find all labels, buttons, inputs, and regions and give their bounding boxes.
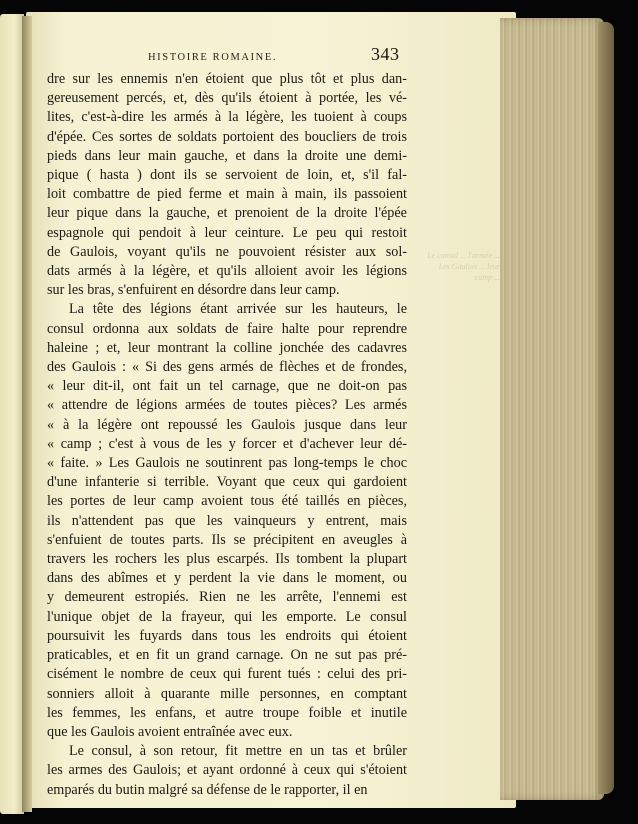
- text-line: s'enfuient de toutes parts. Ils se précipitent en aveugles à: [47, 531, 407, 548]
- book-fore-edge-shadow: [598, 22, 614, 794]
- running-head: HISTOIRE ROMAINE.: [148, 52, 278, 63]
- text-line: poursuivit les fuyards dans tous les endroits qui étoient: [47, 627, 407, 644]
- paragraph: [47, 70, 407, 300]
- text-line: ils n'attendent pas que les vainqueurs y entrent, mais: [47, 512, 407, 529]
- book-fore-edge: [500, 18, 604, 800]
- text-line: de Gaulois, voyant qu'ils ne pouvoient résister aux sol-: [47, 243, 407, 260]
- text-line: Le consul, à son retour, fit mettre en un tas et brûler: [69, 743, 407, 760]
- text-line: d'une infanterie si terrible. Voyant que ceux qui gardoient: [47, 474, 407, 491]
- text-line: cisément le nombre de ceux qui furent tués : celui des pri-: [47, 666, 407, 683]
- paragraph: [47, 742, 407, 800]
- text-line: praticables, et en fit un grand carnage. On ne sut pas pré-: [47, 647, 407, 664]
- text-line: loit combattre de pied ferme et main à main, ils passoient: [47, 186, 407, 203]
- text-line: « camp ; c'est à vous de les y forcer et d'achever leur dé-: [47, 435, 407, 452]
- text-line: gereusement percés, et, dès qu'ils étoient à portée, les vé-: [47, 90, 407, 107]
- page-number: 343: [371, 44, 400, 64]
- text-line: dans des abîmes et y perdent la vie dans le moment, ou: [47, 570, 407, 587]
- text-line: « à la légère ont repoussé les Gaulois jusque dans leur: [47, 416, 407, 433]
- text-line: « attendre de légions armées de toutes pièces? Les armés: [47, 397, 407, 414]
- facing-page-edge: [0, 14, 24, 814]
- text-line: emparés du butin malgré sa défense de le rapporter, il en: [47, 781, 368, 798]
- text-line: espagnole qui pendoit à leur ceinture. Le peu qui restoit: [47, 224, 407, 241]
- bleed-through-text: Le consul ... l'armée ... Les Gaulois ... leur camp ...: [427, 251, 500, 282]
- gutter-shadow: [22, 16, 32, 812]
- paragraph: [47, 300, 407, 742]
- text-line: les femmes, les enfans, et autre troupe foible et inutile: [47, 704, 407, 721]
- text-line: dats armés à la légère, et qu'ils alloient avoir les légions: [47, 263, 407, 280]
- text-line: « leur dit-il, ont fait un tel carnage, que ne doit-on pas: [47, 378, 407, 395]
- text-line: d'épée. Ces sortes de soldats portoient des boucliers de trois: [47, 128, 407, 145]
- text-line: haleine ; et, leur montrant la colline jonchée des cadavres: [47, 339, 407, 356]
- text-line: des Gaulois : « Si des gens armés de flèches et de frondes,: [47, 359, 407, 376]
- text-line: y demeurent estropiés. Rien ne les arrête, l'ennemi est: [47, 589, 407, 606]
- text-line: les armes des Gaulois; et ayant ordonné à ceux qui s'étoient: [47, 762, 407, 779]
- text-line: travers les rochers les plus escarpés. Ils tombent la plupart: [47, 551, 407, 568]
- text-line: lites, c'est-à-dire les armés à la légère, les tuoient à coups: [47, 109, 407, 126]
- body-text: [47, 70, 407, 800]
- text-line: sonniers alloit à quarante mille personnes, en comptant: [47, 685, 407, 702]
- text-line: consul ordonna aux soldats de faire halte pour reprendre: [47, 320, 407, 337]
- text-line: l'unique objet de la frayeur, qui les emporte. Le consul: [47, 608, 407, 625]
- text-line: leur pique dans la gauche, et prenoient de la droite l'épée: [47, 205, 407, 222]
- text-line: pique ( hasta ) dont ils se servoient de loin, et, s'il fal-: [47, 167, 407, 184]
- text-line: « faite. » Les Gaulois ne soutinrent pas long-temps le choc: [47, 455, 407, 472]
- text-line: les portes de leur camp avoient tous été taillés en pièces,: [47, 493, 407, 510]
- text-line: sur les bras, s'enfuirent en désordre dans leur camp.: [47, 282, 340, 299]
- text-line: que les Gaulois avoient entraînée avec eux.: [47, 723, 293, 740]
- text-line: La tête des légions étant arrivée sur les hauteurs, le: [69, 301, 407, 318]
- text-line: pieds dans leur main gauche, et dans la droite une demi-: [47, 147, 407, 164]
- text-line: dre sur les ennemis n'en étoient que plus tôt et plus dan-: [47, 71, 407, 87]
